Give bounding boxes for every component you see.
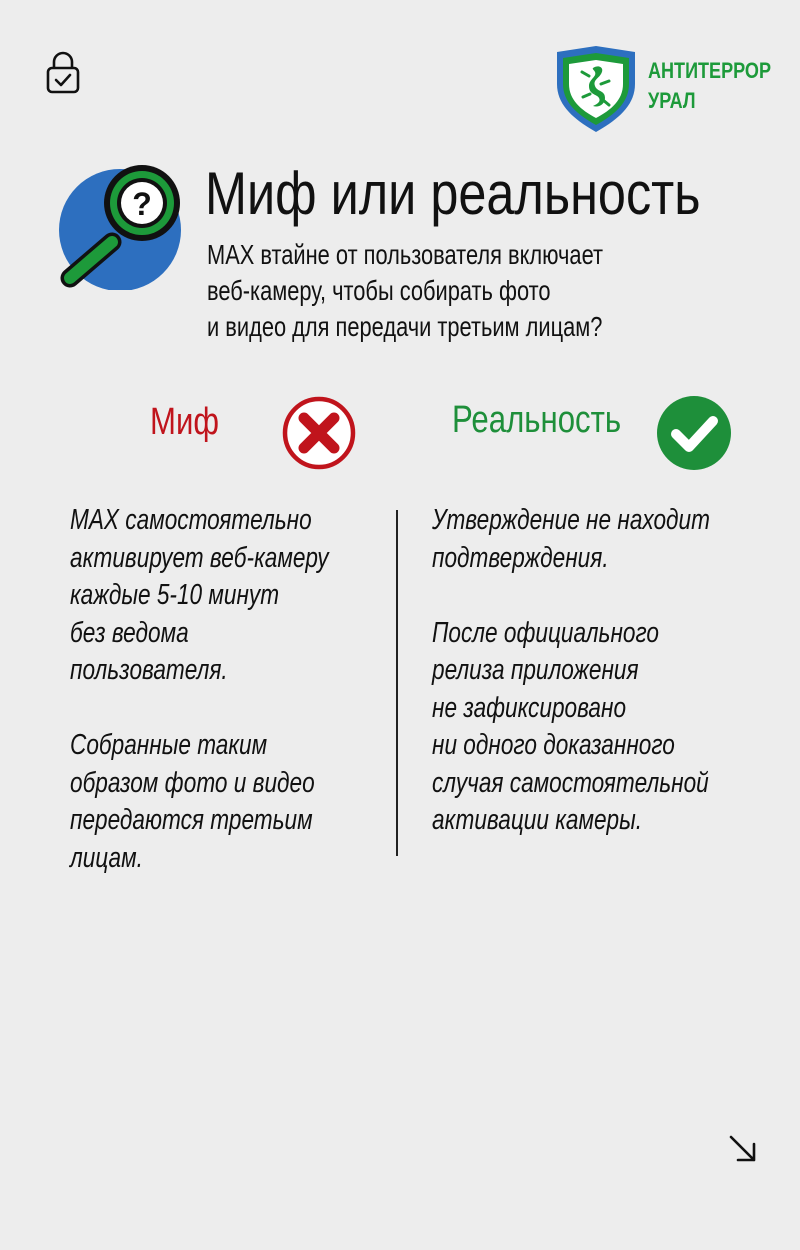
brand-name-line2: УРАЛ <box>648 88 696 113</box>
brand-name-line1: АНТИТЕРРОР <box>648 58 771 83</box>
reality-line: ни одного доказанного <box>432 729 675 761</box>
reality-line: релиза приложения <box>432 654 639 686</box>
myth-text <box>70 502 329 877</box>
myth-line: активирует веб-камеру <box>70 541 329 574</box>
reality-line: После официального <box>432 616 659 649</box>
brand-name <box>648 56 771 116</box>
reality-text <box>432 502 710 840</box>
myth-line: лицам. <box>70 841 143 874</box>
myth-line: Собранные таким <box>70 729 268 761</box>
myth-line: образом фото и видео <box>70 766 315 799</box>
myth-line: пользователя. <box>70 654 228 686</box>
myth-line: без ведома <box>70 616 189 649</box>
question-text <box>207 237 603 345</box>
shield-lizard-icon <box>553 46 639 132</box>
reality-line: не зафиксировано <box>432 691 627 724</box>
check-icon <box>656 395 732 471</box>
arrow-down-right-icon[interactable] <box>726 1132 760 1166</box>
reality-line: подтверждения. <box>432 541 609 574</box>
svg-text:?: ? <box>132 186 152 222</box>
myth-line: каждые 5-10 минут <box>70 579 280 611</box>
reality-line: Утверждение не находит <box>432 504 710 536</box>
question-line: веб-камеру, чтобы собирать фото <box>207 275 551 306</box>
question-line: MAX втайне от пользователя включает <box>207 239 604 270</box>
reality-line: активации камеры. <box>432 804 643 836</box>
myth-line: передаются третьим <box>70 804 313 836</box>
myth-line-gap <box>70 690 329 728</box>
brand-logo <box>553 46 771 132</box>
page-title: Миф или реальность <box>205 160 701 227</box>
reality-label: Реальность <box>452 399 622 441</box>
reality-line-gap <box>432 577 710 615</box>
question-line: и видео для передачи третьим лицам? <box>207 311 603 342</box>
cross-icon <box>282 396 356 470</box>
reality-line: случая самостоятельной <box>432 766 709 799</box>
myth-line: MAX самостоятельно <box>70 504 312 536</box>
magnifier-question-icon <box>52 160 192 290</box>
column-divider <box>396 510 398 856</box>
lock-check-icon <box>46 50 80 94</box>
myth-label: Миф <box>150 401 220 443</box>
